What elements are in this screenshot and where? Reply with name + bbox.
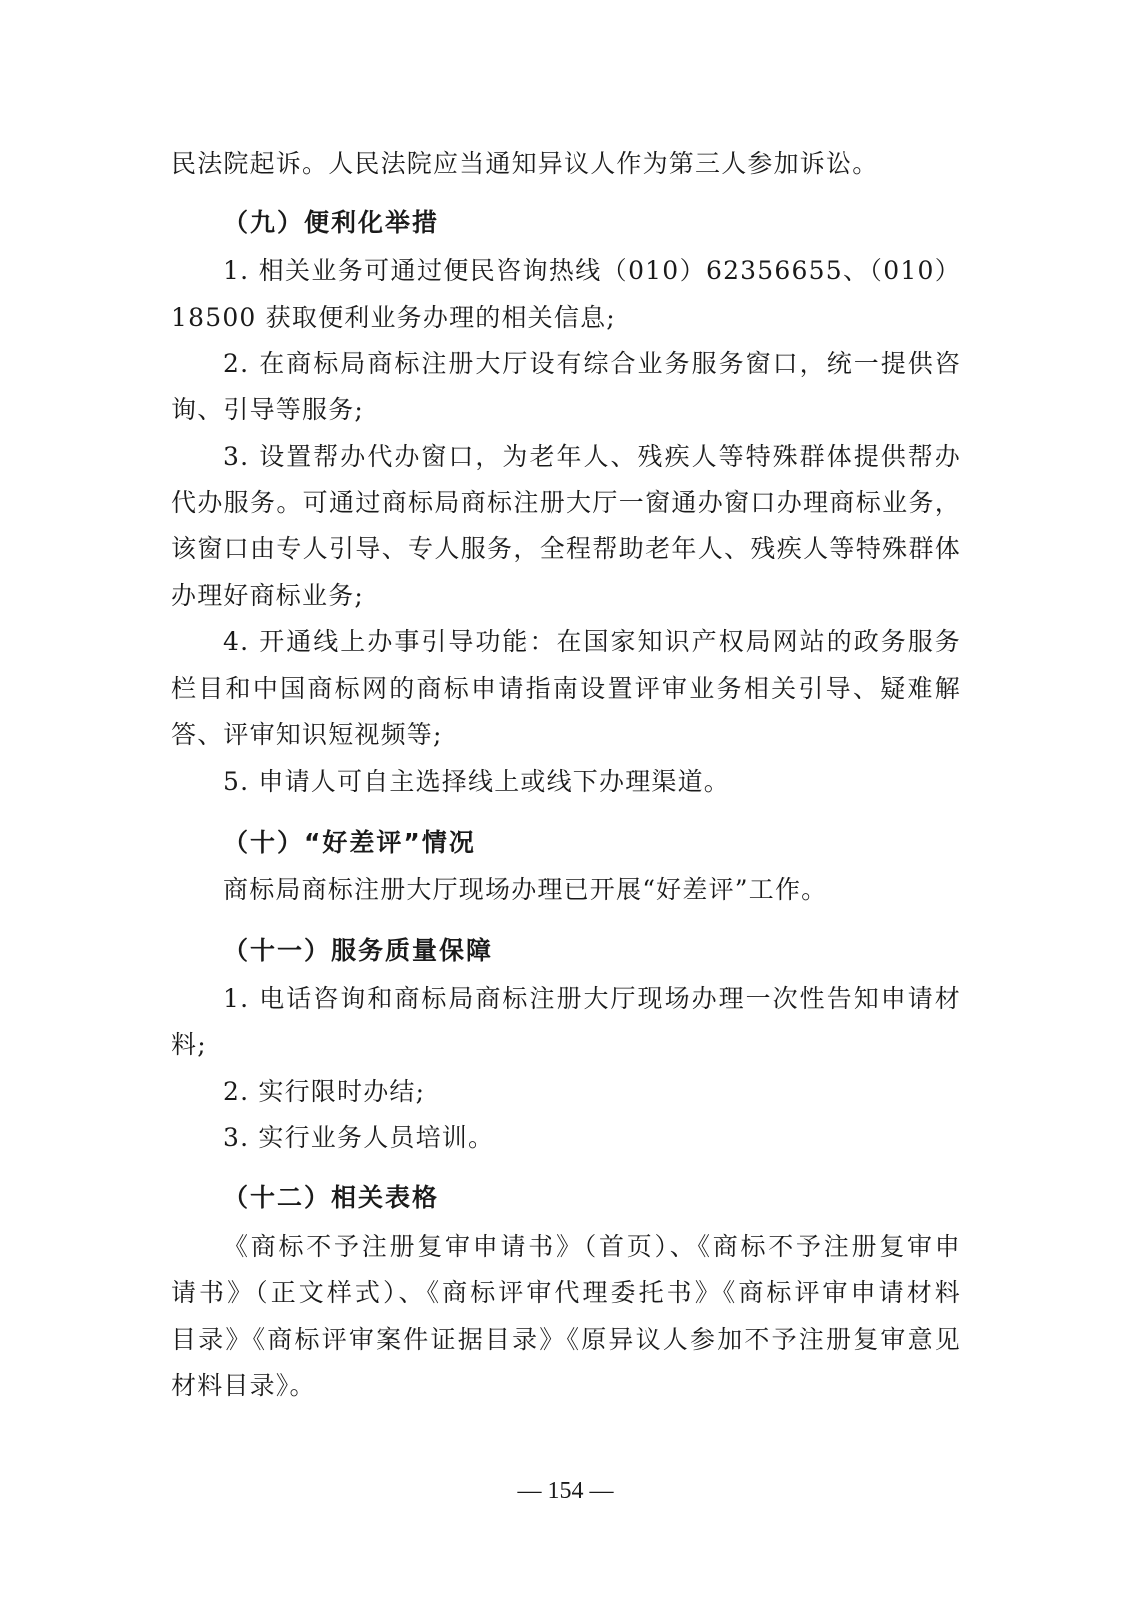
paragraph-line: 1. 相关业务可通过便民咨询热线（010）62356655、（010） [223,256,961,285]
paragraph-line: 请书》（正文样式）、《商标评审代理委托书》《商标评审申请材料 [171,1278,961,1307]
paragraph-line: 4. 开通线上办事引导功能：在国家知识产权局网站的政务服务 [223,627,961,656]
paragraph-line: 该窗口由专人引导、专人服务，全程帮助老年人、残疾人等特殊群体 [171,534,961,563]
paragraph-line: 5. 申请人可自主选择线上或线下办理渠道。 [223,767,731,796]
paragraph-line: 18500 获取便利业务办理的相关信息; [171,303,616,332]
section-heading-quality: （十一）服务质量保障 [223,936,494,965]
paragraph-line: 2. 在商标局商标注册大厅设有综合业务服务窗口，统一提供咨 [223,349,961,378]
paragraph-line: 办理好商标业务; [171,581,365,610]
paragraph-line: 商标局商标注册大厅现场办理已开展“好差评”工作。 [223,875,828,904]
paragraph-line: 《商标不予注册复审申请书》（首页）、《商标不予注册复审申 [223,1232,961,1261]
section-heading-forms: （十二）相关表格 [223,1183,440,1212]
section-heading-evaluation: （十）“好差评”情况 [223,828,476,857]
paragraph-line: 询、引导等服务; [171,395,365,424]
page-number: — 154 — [517,1478,614,1504]
paragraph-line: 材料目录》。 [171,1371,316,1400]
paragraph-line: 代办服务。可通过商标局商标注册大厅一窗通办窗口办理商标业务， [171,488,961,517]
section-heading-convenience: （九）便利化举措 [223,208,440,237]
paragraph-line: 1. 电话咨询和商标局商标注册大厅现场办理一次性告知申请材 [223,984,961,1013]
paragraph-line: 栏目和中国商标网的商标申请指南设置评审业务相关引导、疑难解 [171,674,961,703]
paragraph-line: 料; [171,1030,207,1059]
paragraph-line: 2. 实行限时办结; [223,1077,426,1106]
paragraph-line: 民法院起诉。人民法院应当通知异议人作为第三人参加诉讼。 [171,149,879,178]
paragraph-line: 3. 实行业务人员培训。 [223,1123,495,1152]
paragraph-line: 目录》《商标评审案件证据目录》《原异议人参加不予注册复审意见 [171,1325,961,1354]
paragraph-line: 3. 设置帮办代办窗口，为老年人、残疾人等特殊群体提供帮办 [223,442,961,471]
paragraph-line: 答、评审知识短视频等; [171,720,443,749]
